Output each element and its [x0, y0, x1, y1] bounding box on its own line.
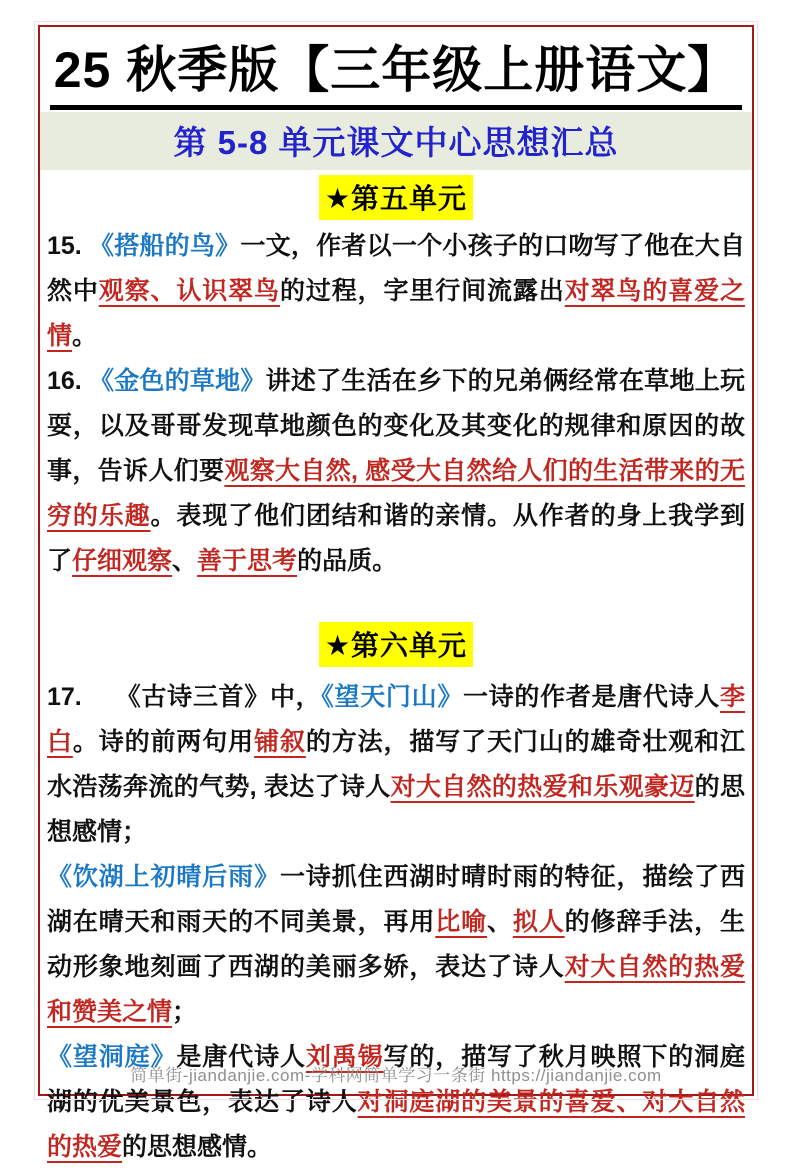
page-title-text: 25 秋季版【三年级上册语文】	[50, 39, 743, 110]
key-point-text: 对大自然的热爱和赞美之情	[47, 952, 745, 1026]
paragraph	[47, 1035, 745, 1170]
subtitle-band	[40, 112, 752, 170]
unit5-heading-row	[40, 175, 752, 220]
key-point-text: 李白	[47, 682, 745, 756]
body-text: 《古诗三首》中，	[115, 682, 322, 711]
lesson-title-text: 《望天门山》	[321, 682, 464, 711]
body-text: 讲述了生活在乡下的兄弟俩经常在草地上玩耍，以及哥哥发现草地颜色的变化及其变化的规律和原因的故事，告诉人们要	[47, 366, 745, 485]
key-point-text: 仔细观察	[72, 546, 173, 575]
body-text: 是唐代诗人	[176, 1042, 306, 1071]
key-point-text: 观察大自然, 感受大自然给人们的生活带来的无穷的乐趣	[47, 456, 745, 530]
body-text: 。诗的前两句用	[72, 727, 255, 756]
lesson-title-text: 《金色的草地》	[88, 366, 266, 395]
page-title	[40, 39, 752, 110]
body-text: 、	[172, 546, 198, 575]
unit6-heading-badge: ★第六单元	[319, 622, 473, 667]
body-text: 的方法，描写了天门山的雄奇壮观和江水浩荡奔流的气势, 表达了诗人	[47, 727, 745, 801]
lesson-title-text: 《搭船的鸟》	[88, 231, 241, 260]
lesson-title-text: 《望洞庭》	[47, 1042, 177, 1071]
paragraph	[47, 359, 745, 584]
unit5-paragraphs	[45, 224, 747, 584]
key-point-text: 善于思考	[197, 546, 298, 575]
key-point-text: 铺叙	[254, 727, 306, 756]
red-border-frame	[38, 25, 754, 1161]
body-text: 写的，描写了秋月映照下的洞庭湖的优美景色，表达了诗人	[47, 1042, 745, 1116]
body-text: 的思想感情。	[122, 1132, 273, 1161]
key-point-text: 对大自然的热爱和乐观豪迈	[390, 772, 695, 801]
body-text: 一诗抓住西湖时晴时雨的特征，描绘了西湖在晴天和雨天的不同美景，再用	[47, 862, 745, 936]
body-text: 17.	[47, 682, 116, 711]
key-point-text: 对翠鸟的喜爱之情	[47, 276, 745, 350]
body-text: 的思想感情；	[47, 772, 745, 846]
body-text: 的过程，字里行间流露出	[279, 276, 565, 305]
paragraph	[47, 855, 745, 1035]
key-point-text: 对洞庭湖的美景的喜爱、对大自然的热爱	[47, 1087, 745, 1161]
body-text: 。	[72, 321, 98, 350]
body-text: 。表现了他们团结和谐的亲情。从作者的身上我学到了	[47, 501, 745, 575]
subtitle-text: 第 5-8 单元课文中心思想汇总	[173, 123, 619, 161]
paragraph	[47, 224, 745, 359]
key-point-text: 刘禹锡	[305, 1042, 384, 1071]
key-point-text: 拟人	[512, 907, 565, 936]
unit6-paragraphs	[45, 675, 747, 1170]
body-text: 15.	[47, 231, 89, 260]
unit5-heading-badge: ★第五单元	[319, 175, 473, 220]
paragraph	[47, 675, 745, 855]
key-point-text: 比喻	[435, 907, 487, 936]
body-text: 一文，作者以一个小孩子的口吻写了他在大自然中	[47, 231, 745, 305]
body-text: ；	[172, 997, 198, 1026]
body-text: 一诗的作者是唐代诗人	[463, 682, 720, 711]
body-text: 16.	[47, 366, 89, 395]
body-text: 、	[487, 907, 513, 936]
unit6-heading-row	[40, 622, 752, 667]
key-point-text: 观察、认识翠鸟	[98, 276, 280, 305]
body-text: 的品质。	[297, 546, 398, 575]
body-text: 的修辞手法，生动形象地刻画了西湖的美丽多娇，表达了诗人	[47, 907, 745, 981]
footer-watermark: 简单街-jiandanjie.com-学科网简单学习一条街 https://jiandanjie.com	[130, 1066, 662, 1085]
lesson-title-text: 《饮湖上初晴后雨》	[47, 862, 280, 891]
